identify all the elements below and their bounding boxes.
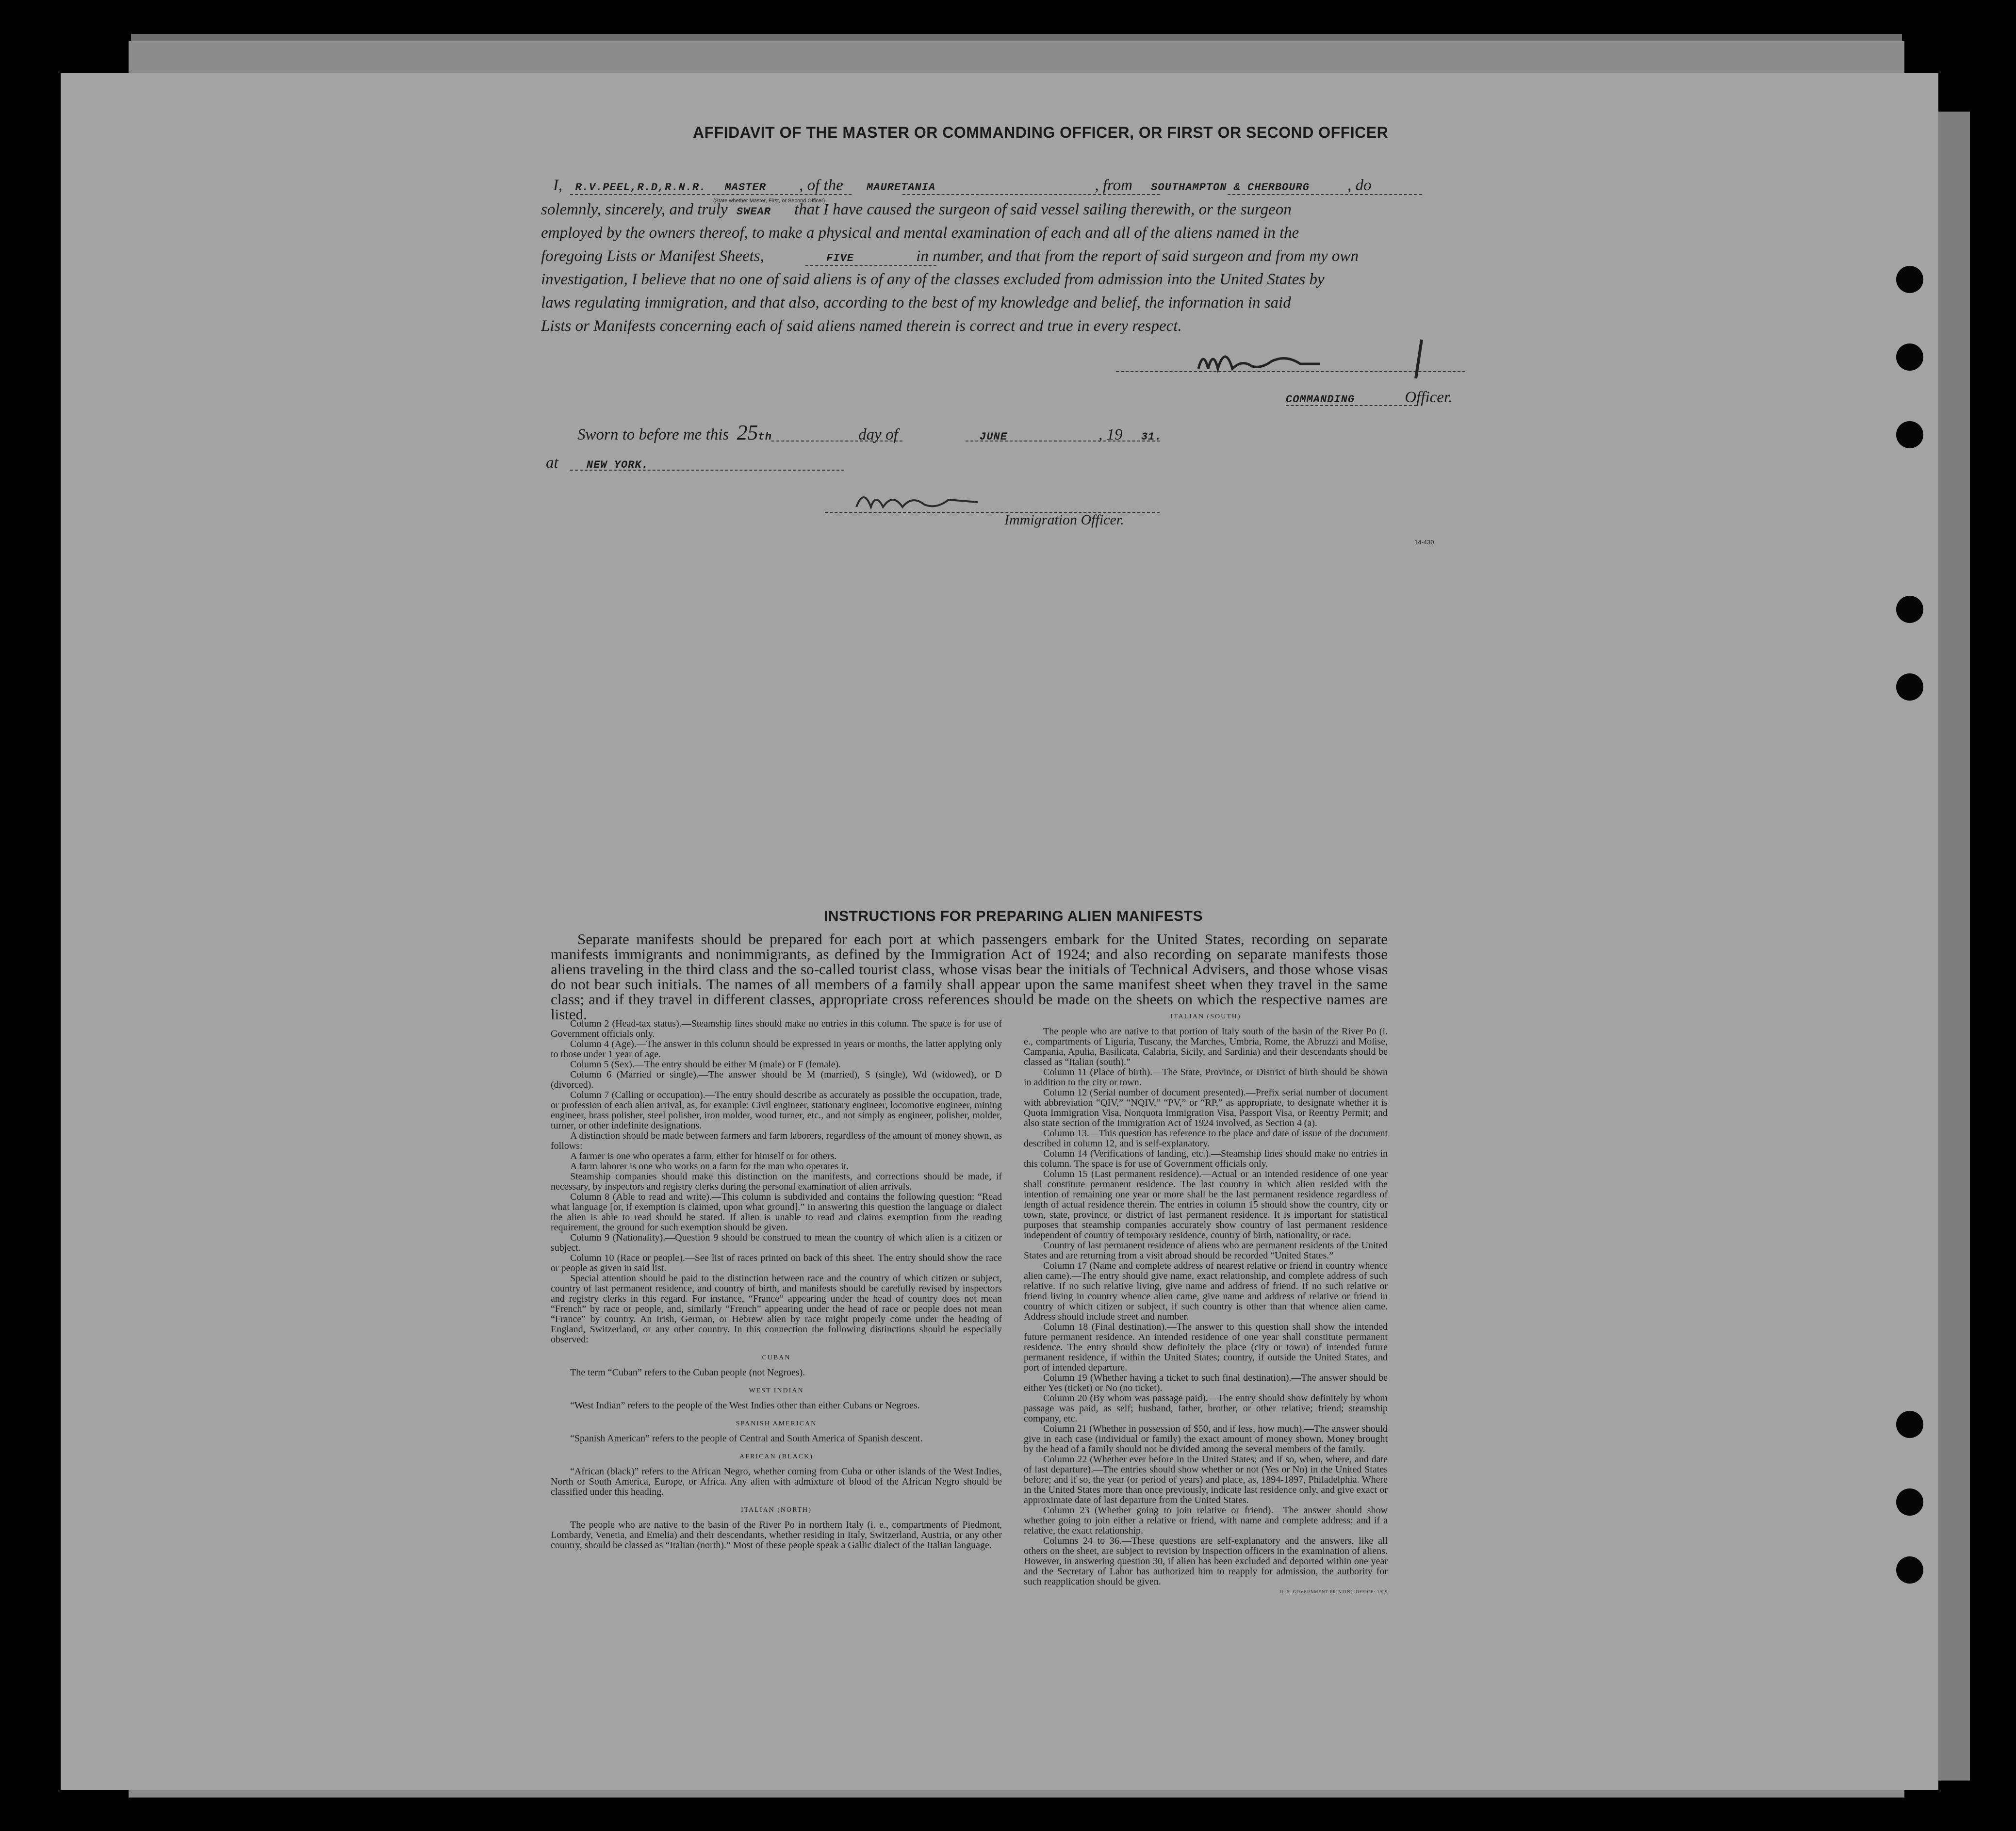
year-field: 31. [1141, 431, 1162, 443]
vessel-field: MAURETANIA [867, 181, 936, 194]
instruction-paragraph: Column 12 (Serial number of document presented).—Prefix serial number of document with abbreviation “QIV,” “NQIV,” “PV,” or “RP,” as appropriate, to designate whether it is Quota Immigration Visa, Nonquota Immigration Visa, Passport Visa, or Reentry Permit; and also state section of the Immigration Act of 1924 involved, as Section 4 (a). [1024, 1087, 1388, 1128]
place-line [546, 451, 649, 477]
place-field: NEW YORK. [586, 459, 649, 471]
instructions-intro: Separate manifests should be prepared for each port at which passengers embark for the United States, recording on separate manifests immigrants and nonimmigrants, as defined by the Immigration Act of 1924; and also recording on separate manifests those aliens traveling in the third class and the so-called tourist class, whose visas bear the initials of Technical Advisers, and those whose visas do not bear such initials. The names of all members of a family shall appear upon the same manifest sheet when they travel in the same class; and if they travel in different classes, appropriate cross references should be made on the sheets on which the respective names are listed. [551, 931, 1388, 1023]
instruction-paragraph: Column 10 (Race or people).—See list of races printed on back of this sheet. The entry should show the race or people as given in said list. [551, 1253, 1002, 1274]
instructions-right-column [1024, 1012, 1388, 1597]
form-number: 14-430 [1414, 539, 1434, 546]
affidavit-text: day of [858, 426, 898, 443]
month-field: JUNE [980, 431, 1007, 443]
section-text: “West Indian” refers to the people of the West Indies other than either Cubans or Negroes. [570, 1400, 920, 1411]
instruction-paragraph: Column 7 (Calling or occupation).—The entry should describe as accurately as possible the occupation, trade, or profession of each alien arrival, as, for example: Civil engineer, stationary engineer, locomotive engineer, mining engineer, brass polisher, steel polisher, iron molder, wood turner, etc., and not simply as engineer, polisher, molder, turner, or other indefinite designations. [551, 1090, 1002, 1131]
instruction-paragraph: Column 5 (Sex).—The entry should be either M (male) or F (female). [570, 1059, 841, 1070]
instruction-paragraph: Column 20 (By whom was passage paid).—The entry should show definitely by whom passage was paid, as self; husband, father, brother, or other relative; friend; steamship company, etc. [1024, 1393, 1388, 1424]
instruction-paragraph: A farm laborer is one who works on a farm for the man who operates it. [570, 1161, 849, 1172]
section-heading: SPANISH AMERICAN [736, 1420, 817, 1427]
immigration-officer-signature [854, 483, 1009, 519]
affidavit-text: at [546, 454, 558, 472]
affidavit-text: solemnly, sincerely, and truly [541, 201, 728, 218]
affidavit-text: Officer. [1405, 389, 1453, 406]
affidavit-text: in number, and that from the report of said surgeon and from my own [916, 247, 1359, 265]
instruction-paragraph: Steamship companies should make this distinction on the manifests, and corrections should be made, if necessary, by inspectors and registry clerks during the personal examination of alien arrivals. [551, 1171, 1002, 1192]
signature-image [1194, 335, 1446, 383]
ports-field: SOUTHAMPTON & CHERBOURG [1151, 181, 1310, 194]
instruction-paragraph: Special attention should be paid to the distinction between race and the country of which citizen or subject, country of last permanent residence, and country of birth, and manifests should be carefully revised by inspectors and registry clerks in this regard. For instance, “France” appearing under the head of country does not mean “French” by race or people, and, similarly “French” appearing under the head of race or people does not mean “France” by country. An Irish, German, or Hebrew alien by race might properly come under the heading of England, Switzerland, or any other country. In this connection the following distinctions should be especially observed: [551, 1273, 1002, 1345]
instruction-paragraph: Column 4 (Age).—The answer in this column should be expressed in years or months, the latter applying only to those under 1 year of age. [551, 1039, 1002, 1060]
rank-field: MASTER [724, 181, 766, 194]
officer-title-field: COMMANDING [1286, 393, 1355, 406]
affidavit-text: , of the [799, 177, 843, 194]
instruction-paragraph: Country of last permanent residence of aliens who are permanent residents of the United States and are returning from a visit abroad should be recorded “United States.” [1024, 1240, 1388, 1261]
instruction-paragraph: Column 17 (Name and complete address of nearest relative or friend in country whence alien came).—The entry should give name, exact relationship, and complete address of such relative. If no such relative living, give name and address of friend. If no such relative or friend living in country whence alien came, give name and address of relative or friend in country of which citizen or subject, if such country is other than that whence alien came. Address should include street and number. [1024, 1260, 1388, 1322]
instruction-paragraph: Column 2 (Head-tax status).—Steamship lines should make no entries in this column. The space is for use of Government officials only. [551, 1018, 1002, 1039]
instruction-paragraph: Column 11 (Place of birth).—The State, Province, or District of birth should be shown in addition to the city or town. [1024, 1067, 1388, 1088]
section-heading: ITALIAN (SOUTH) [1170, 1013, 1241, 1020]
section-text: The people who are native to the basin of the River Po in northern Italy (i. e., compartments of Piedmont, Lombardy, Venetia, and Emelia) and their descendants, whether residing in Italy, Switzerland, Austria, or any other country, should be classed as “Italian (north).” Most of these people speak a Gallic dialect of the Italian language. [551, 1520, 1002, 1551]
punch-hole [1896, 1556, 1923, 1584]
instruction-paragraph: Column 13.—This question has reference to the place and date of issue of the document described in column 12, and is self-explanatory. [1024, 1128, 1388, 1149]
instruction-paragraph: A farmer is one who operates a farm, either for himself or for others. [570, 1151, 837, 1161]
affidavit-line-3: employed by the owners thereof, to make a physical and mental examination of each and all of the aliens named in the [541, 224, 1299, 242]
sworn-day-suffix: th [758, 431, 772, 443]
signature-line [1116, 371, 1465, 372]
affidavit-text: foregoing Lists or Manifest Sheets, [541, 247, 764, 265]
officer-title-line [1286, 386, 1452, 411]
affidavit-line-2 [541, 198, 1292, 224]
affidavit-line-4 [541, 245, 1359, 270]
punch-hole [1896, 673, 1923, 701]
underline [805, 265, 936, 266]
right-paragraphs [1024, 1027, 1388, 1587]
punch-hole [1896, 1488, 1923, 1516]
section-heading: AFRICAN (BLACK) [739, 1453, 813, 1460]
punch-hole [1896, 343, 1923, 371]
instruction-paragraph: Column 18 (Final destination).—The answer to this question shall show the intended future permanent residence. An intended residence of one year shall constitute permanent residence. The entry should show definitely the place (city or town) of intended future permanent residence, if within the United States; country, if outside the United States, and port of intended departure. [1024, 1322, 1388, 1373]
affidavit-text: , 19 [1098, 426, 1123, 443]
instruction-paragraph: Column 14 (Verifications of landing, etc.).—Steamship lines should make no entries in this column. The space is for use of Government officials only. [1024, 1148, 1388, 1169]
instruction-paragraph: Column 22 (Whether ever before in the United States; and if so, when, where, and date of last departure).—The entries should show whether or not (Yes or No) in the United States before; and if so, the year (or period of years) and place, as, 1894-1897, Philadelphia. Where in the United States more than once previously, indicate last residence only, and give exact or approximate date of last departure from the United States. [1024, 1454, 1388, 1505]
section-text: “Spanish American” refers to the people of Central and South America of Spanish descent. [570, 1433, 923, 1444]
instruction-paragraph: Column 9 (Nationality).—Question 9 should be construed to mean the country of which alien is a citizen or subject. [551, 1232, 1002, 1253]
underline [570, 470, 844, 471]
master-signature [1194, 335, 1446, 391]
instruction-paragraph: Column 6 (Married or single).—The answer should be M (married), S (single), Wd (widowed), or D (divorced). [551, 1069, 1002, 1090]
section-heading: WEST INDIAN [749, 1387, 804, 1394]
underline [1286, 405, 1417, 406]
sheets-field: FIVE [826, 252, 854, 264]
affidavit-line-7: Lists or Manifests concerning each of said aliens named therein is correct and true in every respect. [541, 317, 1182, 335]
instruction-paragraph: Column 21 (Whether in possession of $50, and if less, how much).—The answer should give in each case (individual or family) the exact amount of money shown. Money brought by the head of a family should not be divided among the several members of the family. [1024, 1423, 1388, 1455]
affidavit-text: that I have caused the surgeon of said vessel sailing therewith, or the surgeon [794, 201, 1292, 218]
instruction-paragraph: Column 19 (Whether having a ticket to such final destination).—The answer should be either Yes (ticket) or No (no ticket). [1024, 1373, 1388, 1393]
section-heading: CUBAN [762, 1354, 791, 1361]
left-sections [551, 1353, 1002, 1551]
instruction-paragraph: The people who are native to that portion of Italy south of the basin of the River Po (i. e., compartments of Liguria, Tuscany, the Marches, Umbria, Rome, the Abruzzi and Molise, Campania, Apulia, Basilicata, Calabria, Sicily, and Sardinia) and their descendants should be classed as “Italian (south).” [1024, 1026, 1388, 1067]
affidavit-line-6: laws regulating immigration, and that also, according to the best of my knowledge and belief, the information in said [541, 294, 1291, 311]
underline [902, 194, 1160, 195]
punch-hole [1896, 1411, 1923, 1438]
sworn-day-field: 25 [737, 421, 758, 444]
affidavit-text: , do [1347, 177, 1372, 194]
instruction-paragraph: Column 15 (Last permanent residence).—Actual or an intended residence of one year shall constitute permanent residence. The last country in which alien resided with the intention of remaining one year or more shall be the last permanent residence regardless of length of actual residence therein. The entries in column 15 should show the country, city or town, state, province, or district of last permanent residence. It is important for statistical purposes that steamship companies accurately show country of last permanent residence independent of country of temporary residence, country of birth, nationality, or race. [1024, 1169, 1388, 1241]
affidavit-title: AFFIDAVIT OF THE MASTER OR COMMANDING OFFICER, OR FIRST OR SECOND OFFICER [693, 124, 1389, 141]
affidavit-line-1 [553, 174, 1372, 199]
instructions-left-column [551, 1019, 1002, 1551]
affidavit-line-5: investigation, I believe that no one of said aliens is of any of the classes excluded from admission into the United States by [541, 271, 1325, 288]
oath-field: SWEAR [736, 206, 771, 218]
left-paragraphs [551, 1019, 1002, 1345]
affidavit-text: Sworn to before me this [577, 426, 729, 443]
punch-hole [1896, 421, 1923, 448]
sworn-line [577, 421, 1162, 449]
underline [570, 194, 852, 195]
punch-hole [1896, 266, 1923, 293]
master-name-field: R.V.PEEL,R.D,R.N.R. [575, 181, 706, 194]
rank-note: (State whether Master, First, or Second Officer) [713, 198, 825, 204]
instruction-paragraph: Column 8 (Able to read and write).—This column is subdivided and contains the following question: “Read what language [or, if exemption is claimed, upon what ground].” In answering this question the language or dialect the alien is able to read should be stated. If alien is unable to read and claims exemption from the reading requirement, the ground for such exemption should be given. [551, 1192, 1002, 1233]
instructions-title: INSTRUCTIONS FOR PREPARING ALIEN MANIFESTS [824, 908, 1203, 924]
instruction-paragraph: A distinction should be made between farmers and farm laborers, regardless of the amount of money shown, as follows: [551, 1130, 1002, 1151]
section-text: “African (black)” refers to the African Negro, whether coming from Cuba or other islands of the West Indies, North or South America, Europe, or Africa. Any alien with admixture of blood of the African Negro should be classified under this heading. [551, 1466, 1002, 1497]
affidavit-text: I, [553, 177, 563, 194]
instruction-paragraph: Columns 24 to 36.—These questions are self-explanatory and the answers, like all others on the sheet, are subject to revision by inspection officers in the examination of aliens. However, in answering question 30, if alien has been excluded and deported within one year and the Secretary of Labor has authorized him to reapply for admission, the authority for such reapplication should be given. [1024, 1536, 1388, 1587]
instruction-paragraph: Column 23 (Whether going to join relative or friend).—The answer should show whether going to join either a relative or friend, with name and complete address; and if a relative, the exact relationship. [1024, 1505, 1388, 1536]
section-text: The term “Cuban” refers to the Cuban people (not Negroes). [570, 1367, 805, 1378]
section-heading: ITALIAN (NORTH) [741, 1506, 812, 1514]
underline [1228, 194, 1422, 195]
affidavit-text: , from [1095, 177, 1132, 194]
immigration-officer-label: Immigration Officer. [1004, 512, 1124, 528]
printer-imprint: U. S. GOVERNMENT PRINTING OFFICE: 1929 [1280, 1589, 1388, 1594]
punch-hole [1896, 596, 1923, 623]
